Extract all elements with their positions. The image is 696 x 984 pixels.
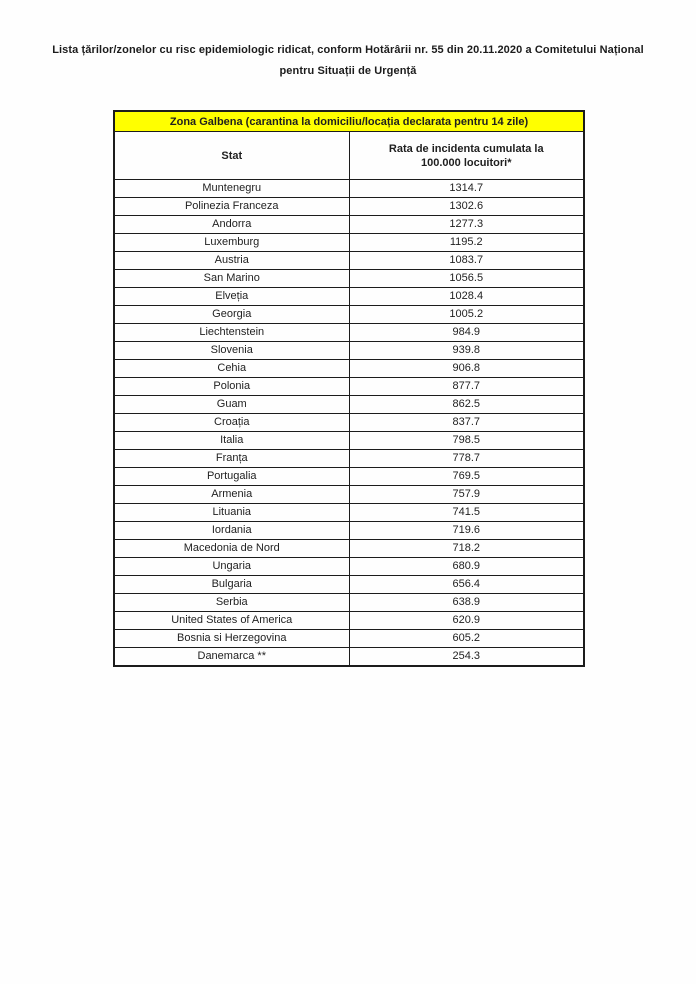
table-row (114, 360, 584, 378)
stat-cell: Croația (114, 414, 349, 432)
zone-header-row (114, 111, 584, 132)
stat-cell: Ungaria (114, 558, 349, 576)
document-title-line2: pentru Situații de Urgență (279, 65, 417, 77)
stat-cell: Georgia (114, 306, 349, 324)
rate-cell: 877.7 (349, 378, 584, 396)
rate-cell: 718.2 (349, 540, 584, 558)
table-row (114, 594, 584, 612)
rate-cell: 769.5 (349, 468, 584, 486)
table-row (114, 468, 584, 486)
table-row (114, 630, 584, 648)
table-body (114, 180, 584, 667)
table-row (114, 432, 584, 450)
risk-table (113, 110, 585, 667)
document-title (0, 40, 696, 82)
rate-cell: 1056.5 (349, 270, 584, 288)
table-row (114, 288, 584, 306)
stat-cell: Macedonia de Nord (114, 540, 349, 558)
table-row (114, 648, 584, 667)
stat-cell: Elveția (114, 288, 349, 306)
stat-cell: Portugalia (114, 468, 349, 486)
table-row (114, 414, 584, 432)
rate-cell: 638.9 (349, 594, 584, 612)
rate-cell: 1314.7 (349, 180, 584, 198)
table-row (114, 378, 584, 396)
table-row (114, 522, 584, 540)
stat-cell: Danemarca ** (114, 648, 349, 667)
rate-cell: 939.8 (349, 342, 584, 360)
rate-cell: 778.7 (349, 450, 584, 468)
rate-cell: 254.3 (349, 648, 584, 667)
rate-cell: 757.9 (349, 486, 584, 504)
stat-cell: Austria (114, 252, 349, 270)
column-header-row (114, 132, 584, 180)
rate-cell: 1028.4 (349, 288, 584, 306)
table-row (114, 486, 584, 504)
stat-cell: Armenia (114, 486, 349, 504)
table-row (114, 306, 584, 324)
table-row (114, 396, 584, 414)
stat-cell: Muntenegru (114, 180, 349, 198)
rate-cell: 1005.2 (349, 306, 584, 324)
table-row (114, 252, 584, 270)
stat-cell: Guam (114, 396, 349, 414)
stat-cell: Polinezia Franceza (114, 198, 349, 216)
table-row (114, 540, 584, 558)
table-row (114, 180, 584, 198)
table-row (114, 504, 584, 522)
stat-cell: Luxemburg (114, 234, 349, 252)
stat-cell: Slovenia (114, 342, 349, 360)
table-row (114, 198, 584, 216)
stat-cell: Serbia (114, 594, 349, 612)
rate-cell: 1195.2 (349, 234, 584, 252)
rate-cell: 798.5 (349, 432, 584, 450)
table-row (114, 342, 584, 360)
rate-cell: 680.9 (349, 558, 584, 576)
rate-cell: 837.7 (349, 414, 584, 432)
table-row (114, 612, 584, 630)
rate-cell: 1302.6 (349, 198, 584, 216)
stat-cell: United States of America (114, 612, 349, 630)
rate-cell: 741.5 (349, 504, 584, 522)
rate-cell: 984.9 (349, 324, 584, 342)
document-title-line1: Lista țărilor/zonelor cu risc epidemiologic ridicat, conform Hotărârii nr. 55 din 20.11.2020 a Comitetului Național (52, 44, 644, 56)
column-header-rate (349, 132, 584, 180)
stat-cell: Liechtenstein (114, 324, 349, 342)
stat-cell: San Marino (114, 270, 349, 288)
zone-header: Zona Galbena (carantina la domiciliu/locația declarata pentru 14 zile) (114, 111, 584, 132)
rate-cell: 620.9 (349, 612, 584, 630)
stat-cell: Franța (114, 450, 349, 468)
rate-cell: 1083.7 (349, 252, 584, 270)
rate-cell: 906.8 (349, 360, 584, 378)
stat-cell: Bosnia si Herzegovina (114, 630, 349, 648)
rate-cell: 656.4 (349, 576, 584, 594)
column-header-rate-label: Rata de incidenta cumulata la 100.000 locuitori* (388, 142, 544, 169)
rate-cell: 1277.3 (349, 216, 584, 234)
stat-cell: Bulgaria (114, 576, 349, 594)
table-row (114, 576, 584, 594)
table-row (114, 234, 584, 252)
rate-cell: 605.2 (349, 630, 584, 648)
rate-cell: 719.6 (349, 522, 584, 540)
table-row (114, 450, 584, 468)
stat-cell: Polonia (114, 378, 349, 396)
table-row (114, 324, 584, 342)
stat-cell: Italia (114, 432, 349, 450)
stat-cell: Andorra (114, 216, 349, 234)
stat-cell: Lituania (114, 504, 349, 522)
stat-cell: Iordania (114, 522, 349, 540)
stat-cell: Cehia (114, 360, 349, 378)
table-row (114, 270, 584, 288)
column-header-stat: Stat (114, 132, 349, 180)
table-row (114, 558, 584, 576)
rate-cell: 862.5 (349, 396, 584, 414)
table-row (114, 216, 584, 234)
